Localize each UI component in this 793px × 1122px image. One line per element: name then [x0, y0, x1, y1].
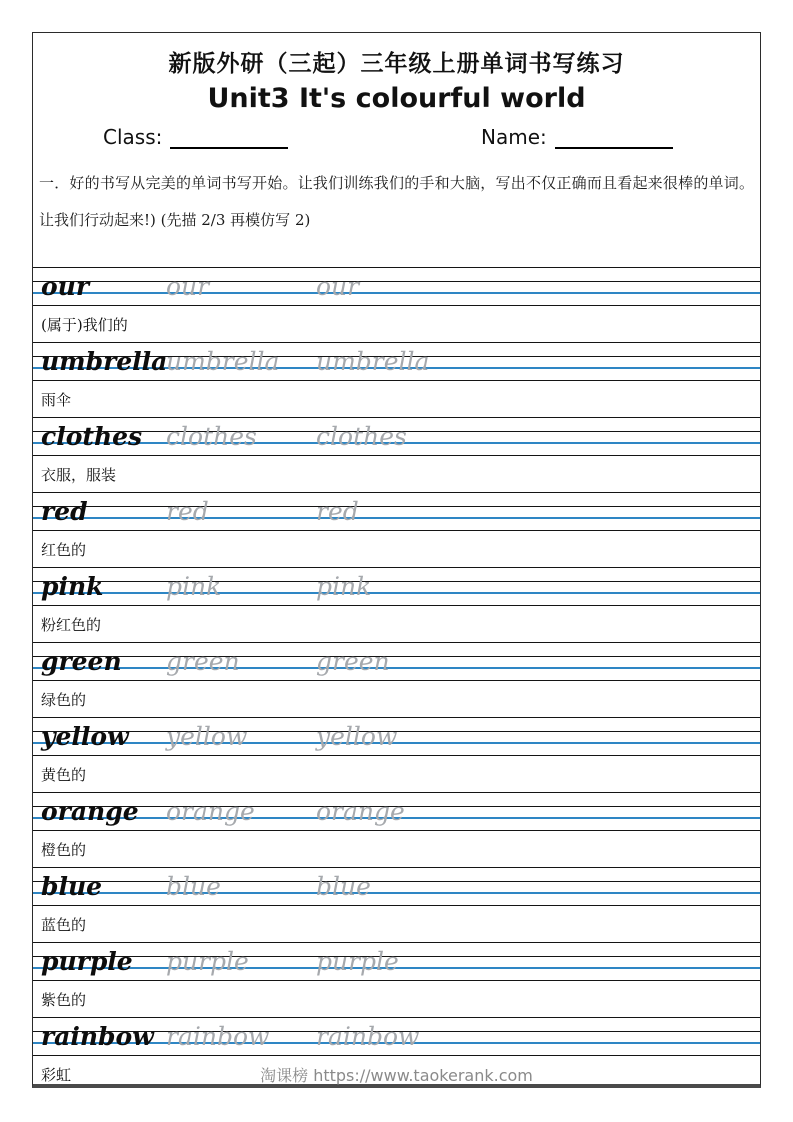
practice-word: rainbow: [41, 1022, 154, 1051]
ruled-line-baseline: [33, 517, 760, 519]
word-meaning: 彩虹: [41, 1065, 72, 1084]
ruled-line-top: [33, 492, 760, 493]
practice-word-trace: yellow: [166, 722, 248, 751]
ruled-line-baseline: [33, 592, 760, 594]
ruled-line-baseline: [33, 667, 760, 669]
word-meaning-row: [33, 456, 760, 492]
ruled-line-top: [33, 1017, 760, 1018]
practice-word-trace: umbrella: [166, 347, 280, 376]
ruled-line-mid: [33, 656, 760, 657]
practice-word: purple: [41, 947, 133, 976]
word-meaning-row: [33, 906, 760, 942]
ruled-line-top: [33, 267, 760, 268]
class-blank-line: [170, 127, 288, 149]
ruled-line-top: [33, 867, 760, 868]
practice-word-trace: pink: [166, 572, 222, 601]
class-label: Class:: [103, 125, 163, 149]
class-field: [103, 125, 288, 149]
practice-word-trace: green: [166, 647, 240, 676]
practice-word-trace: pink: [316, 572, 372, 601]
ruled-line-top: [33, 642, 760, 643]
practice-word: red: [41, 497, 88, 526]
practice-word-trace: blue: [166, 872, 221, 901]
practice-row: [33, 417, 760, 456]
ruled-line-baseline: [33, 892, 760, 894]
practice-word-trace: purple: [316, 947, 399, 976]
practice-word: yellow: [41, 722, 129, 751]
practice-row: [33, 342, 760, 381]
word-meaning: 黄色的: [41, 765, 87, 784]
practice-word-trace: yellow: [316, 722, 398, 751]
unit-subtitle: Unit3 It's colourful world: [207, 83, 586, 114]
word-meaning-row: [33, 831, 760, 867]
practice-row: [33, 567, 760, 606]
word-meaning: 雨伞: [41, 390, 72, 409]
word-meaning: 绿色的: [41, 690, 87, 709]
practice-word-trace: red: [166, 497, 209, 526]
name-field: [481, 125, 673, 149]
word-meaning: (属于)我们的: [41, 315, 128, 334]
word-meaning: 橙色的: [41, 840, 87, 859]
practice-word: clothes: [41, 422, 143, 451]
word-meaning: 衣服，服装: [41, 465, 117, 484]
practice-word-trace: our: [316, 272, 360, 301]
practice-word-trace: our: [166, 272, 210, 301]
ruled-line-top: [33, 417, 760, 418]
word-practice-list: [33, 267, 760, 1092]
word-meaning-row: [33, 381, 760, 417]
word-meaning: 蓝色的: [41, 915, 87, 934]
practice-row: [33, 717, 760, 756]
ruled-line-top: [33, 792, 760, 793]
practice-word-trace: green: [316, 647, 390, 676]
practice-word-trace: blue: [316, 872, 371, 901]
practice-word: orange: [41, 797, 139, 826]
practice-word-trace: umbrella: [316, 347, 430, 376]
practice-word-trace: orange: [316, 797, 405, 826]
ruled-line-mid: [33, 506, 760, 507]
practice-word-trace: rainbow: [166, 1022, 270, 1051]
practice-row: [33, 492, 760, 531]
class-name-row: [33, 123, 760, 157]
practice-word: blue: [41, 872, 103, 901]
practice-word: pink: [41, 572, 104, 601]
practice-word: umbrella: [41, 347, 168, 376]
practice-word: green: [41, 647, 122, 676]
ruled-line-mid: [33, 581, 760, 582]
word-meaning: 红色的: [41, 540, 87, 559]
practice-row: [33, 267, 760, 306]
ruled-line-baseline: [33, 292, 760, 294]
practice-word: our: [41, 272, 90, 301]
word-meaning-row: [33, 681, 760, 717]
worksheet-page: [32, 32, 761, 1088]
name-label: Name:: [481, 125, 547, 149]
practice-word-trace: purple: [166, 947, 249, 976]
instruction-text: 一．好的书写从完美的单词书写开始。让我们训练我们的手和大脑，写出不仅正确而且看起来很棒的单词。让我们行动起来!) (先描 2/3 再模仿写 2): [39, 174, 754, 229]
word-meaning-row: [33, 981, 760, 1017]
practice-word-trace: red: [316, 497, 359, 526]
name-blank-line: [555, 127, 673, 149]
practice-row: [33, 942, 760, 981]
ruled-line-top: [33, 717, 760, 718]
practice-row: [33, 1017, 760, 1056]
practice-row: [33, 642, 760, 681]
practice-word-trace: clothes: [316, 422, 407, 451]
practice-row: [33, 867, 760, 906]
footer-watermark: 淘课榜 https://www.taokerank.com: [260, 1065, 533, 1085]
word-meaning-row: [33, 606, 760, 642]
word-meaning-row: [33, 756, 760, 792]
ruled-line-top: [33, 942, 760, 943]
practice-word-trace: clothes: [166, 422, 257, 451]
practice-word-trace: orange: [166, 797, 255, 826]
practice-word-trace: rainbow: [316, 1022, 420, 1051]
ruled-line-mid: [33, 281, 760, 282]
word-meaning: 粉红色的: [41, 615, 102, 634]
practice-row: [33, 792, 760, 831]
ruled-line-top: [33, 567, 760, 568]
word-meaning-row: [33, 306, 760, 342]
word-meaning-row: [33, 1056, 760, 1092]
ruled-line-top: [33, 342, 760, 343]
word-meaning: 紫色的: [41, 990, 87, 1009]
ruled-line-mid: [33, 881, 760, 882]
worksheet-title: 新版外研（三起）三年级上册单词书写练习: [168, 51, 625, 77]
word-meaning-row: [33, 531, 760, 567]
